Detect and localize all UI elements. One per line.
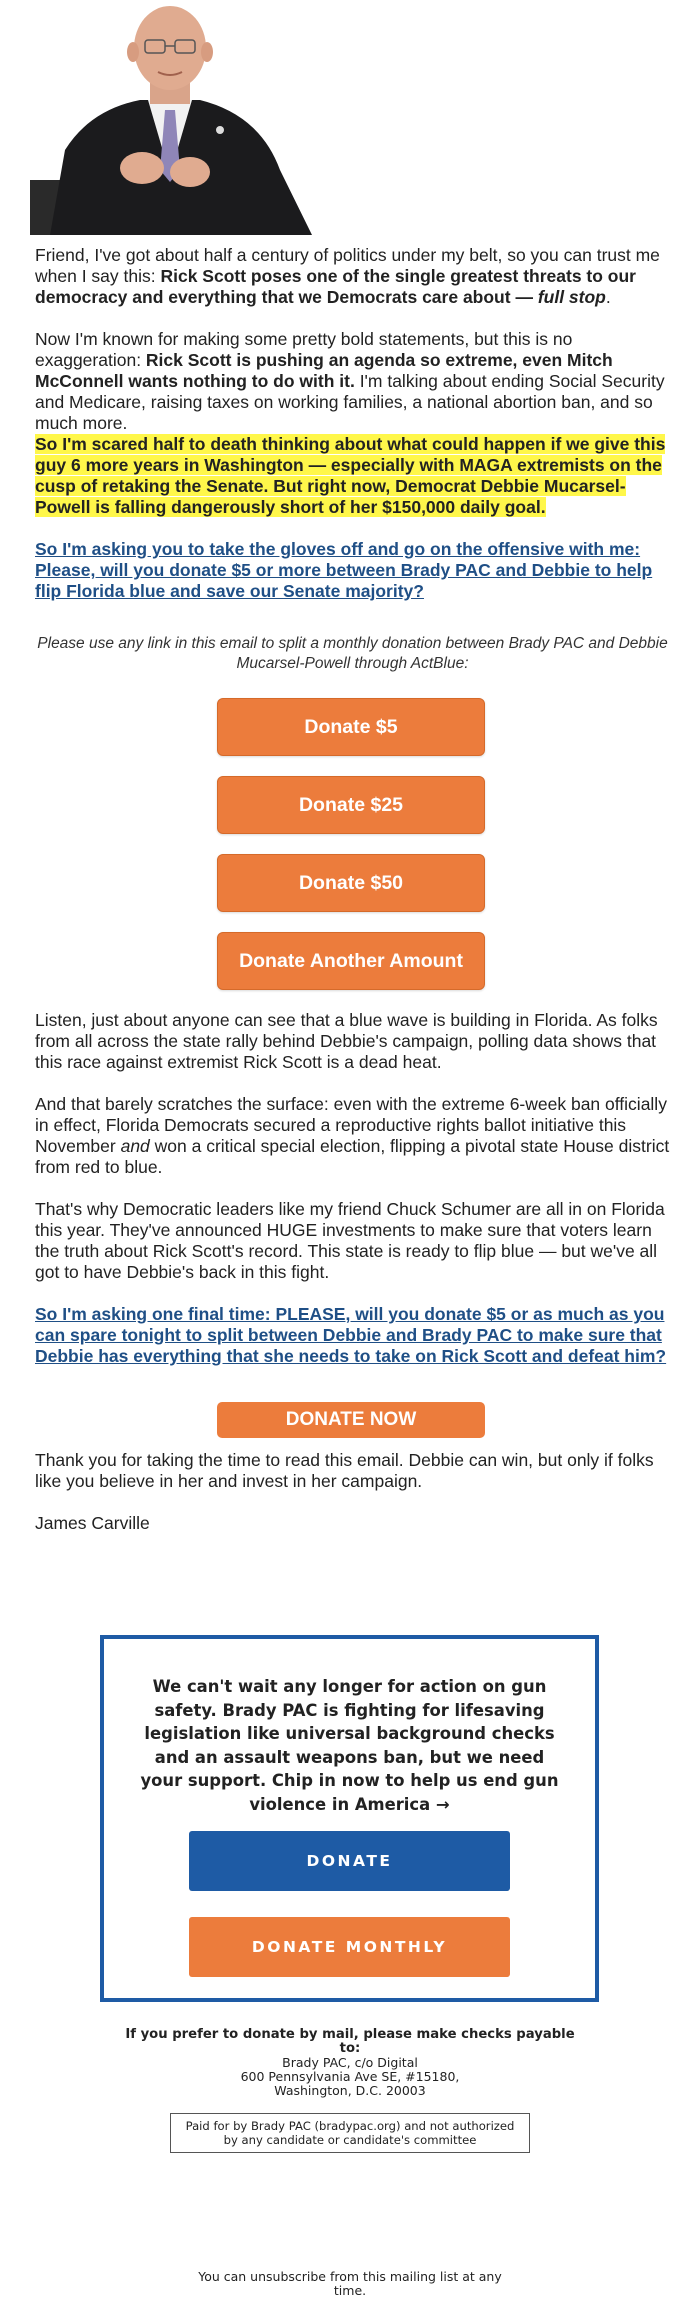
appeal-text: We can't wait any longer for action on gun safety. Brady PAC is fighting for lifesaving legislation like universal background checks and an assault weapons ban, but we need your support. Chip in now to help us end gun violence in America →: [140, 1677, 559, 1814]
mail-line-3: Washington, D.C. 20003: [274, 2083, 426, 2098]
agenda-paragraph: Now I'm known for making some pretty bold statements, but this is no exaggeration: Rick Scott is pushing an agenda so extreme, even Mitch McConnell wants nothing to do with it. I'm talking about ending Social Security and Medicare, raising taxes on working families, a national abortion ban, and so much more.: [35, 329, 665, 433]
schumer-paragraph: That's why Democratic leaders like my friend Chuck Schumer are all in on Florida this year. They've announced HUGE investments to make sure that voters learn the truth about Rick Scott's record. This state is ready to flip blue — but we've all got to have Debbie's back in this fight.: [35, 1199, 665, 1282]
mail-line-2: 600 Pennsylvania Ave SE, #15180,: [240, 2069, 460, 2084]
donate-now-button[interactable]: DONATE NOW: [217, 1402, 485, 1438]
ask-paragraph: [35, 539, 670, 602]
intro-text: Friend, I've got about half a century of politics under my belt, so you can trust me when I say this:: [35, 245, 660, 286]
highlight-paragraph: [35, 434, 670, 518]
mail-heading: If you prefer to donate by mail, please make checks payable to:: [125, 2027, 575, 2056]
brady-donate-monthly-button[interactable]: DONATE MONTHLY: [189, 1917, 510, 1977]
mail-line-1: Brady PAC, c/o Digital: [282, 2055, 418, 2070]
thanks-paragraph: Thank you for taking the time to read this email. Debbie can win, but only if folks like you believe in her and invest in her campaign.: [35, 1450, 654, 1491]
agenda-bold: Rick Scott is pushing an agenda so extreme, even Mitch McConnell wants nothing to do with it.: [35, 350, 613, 391]
intro-bold-italic: full stop: [537, 287, 606, 307]
surface-paragraph: And that barely scratches the surface: even with the extreme 6-week ban officially in effect, Florida Democrats secured a reproductive rights ballot initiative this November and won a critical special election, flipping a pivotal state House district from red to blue.: [35, 1094, 670, 1177]
brady-donate-button[interactable]: DONATE: [189, 1831, 510, 1891]
donate-5-button[interactable]: Donate $5: [217, 698, 485, 756]
paid-for-disclaimer: Paid for by Brady PAC (bradypac.org) and not authorized by any candidate or candidate's committee: [170, 2113, 530, 2153]
intro-bold: Rick Scott poses one of the single greatest threats to our democracy and everything that we Democrats care about —: [35, 266, 636, 307]
signature: James Carville: [35, 1513, 150, 1533]
split-donation-note: Please use any link in this email to split a monthly donation between Brady PAC and Debbie Mucarsel-Powell through ActBlue:: [37, 635, 668, 672]
highlighted-text: So I'm scared half to death thinking about what could happen if we give this guy 6 more years in Washington — especially with MAGA extremists on the cusp of retaking the Senate. But right now, Democrat Debbie Mucarsel-Powell is falling dangerously short of her $150,000 daily goal.: [35, 434, 666, 517]
ask-donate-link[interactable]: So I'm asking you to take the gloves off and go on the offensive with me: Please, will you donate $5 or more between Brady PAC and Debbie to help flip Florida blue and save our Senate majority?: [35, 539, 653, 601]
unsubscribe-note: You can unsubscribe from this mailing list at any time.: [198, 2269, 502, 2298]
blue-wave-paragraph: Listen, just about anyone can see that a blue wave is building in Florida. As folks from all across the state rally behind Debbie's campaign, polling data shows that this race against extremist Rick Scott is a dead heat.: [35, 1010, 658, 1072]
intro-paragraph: Friend, I've got about half a century of politics under my belt, so you can trust me when I say this: Rick Scott poses one of the single greatest threats to our democracy and everything that we Democrats care about — full stop.: [35, 245, 660, 307]
donate-other-amount-button[interactable]: Donate Another Amount: [217, 932, 485, 990]
donate-25-button[interactable]: Donate $25: [217, 776, 485, 834]
final-ask-paragraph: [35, 1304, 670, 1367]
donate-50-button[interactable]: Donate $50: [217, 854, 485, 912]
header-photo: [30, 0, 312, 235]
mail-donation-info: [120, 2028, 580, 2098]
final-ask-link[interactable]: So I'm asking one final time: PLEASE, will you donate $5 or as much as you can spare tonight to split between Debbie and Brady PAC to make sure that Debbie has everything that she needs to take on Rick Scott and defeat him?: [35, 1304, 667, 1366]
brady-pac-appeal-box: [100, 1635, 599, 2002]
